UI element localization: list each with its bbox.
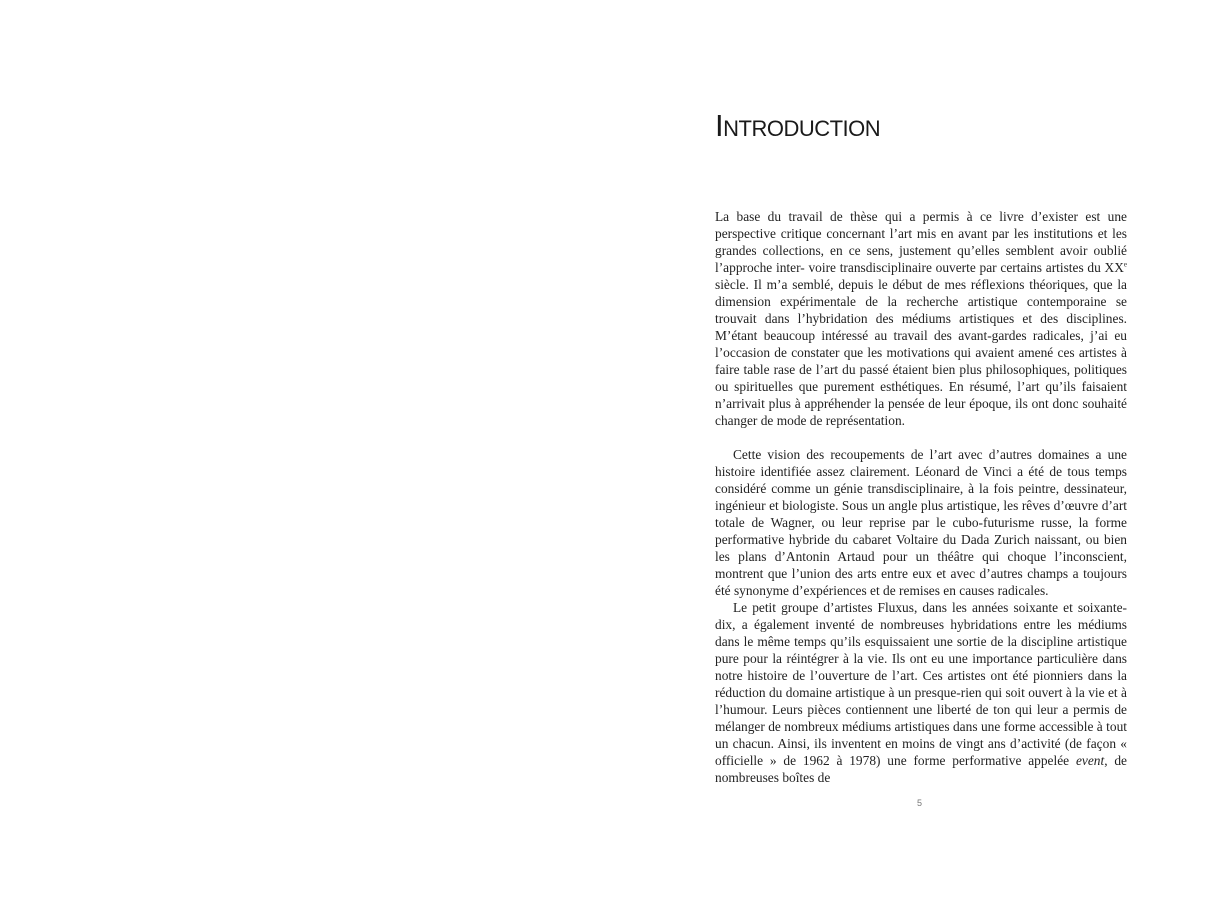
right-page <box>613 0 1226 865</box>
century-superscript: e <box>1123 260 1127 269</box>
paragraph-1 <box>715 208 1127 429</box>
italic-term-event: event <box>1075 753 1105 768</box>
paragraph-2: Cette vision des recoupements de l’art avec d’autres domaines a une histoire identifiée assez clairement. Léonard de Vinci a été de tous temps considéré comme un génie transdisciplinaire, à la fois peintre, dessinateur, ingénieur et biologiste. Sous un angle plus artistique, les rêves d’œuvre d’art totale de Wagner, ou leur reprise par le cubo-futurisme russe, la forme performative hybride du cabaret Voltaire du Dada Zurich naissant, ou bien les plans d’Antonin Artaud pour un théâtre qui choque l’inconscient, montrent que l’union des arts entre eux et avec d’autres champs a toujours été synonyme d’expériences et de remises en causes radicales. <box>715 447 1127 598</box>
paragraph-3 <box>715 599 1127 905</box>
paragraph-1-text: La base du travail de thèse qui a permis à ce livre d’exister est une perspective critique concernant l’art mis en avant par les institutions et les grandes collections, en ce sens, justement qu’elles semblent avoir oublié l’approche inter- voire transdisciplinaire ouverte par certains artistes du XX <box>715 209 1127 275</box>
page-number: 5 <box>916 798 922 808</box>
paragraph-3-text: Le petit groupe d’artistes Fluxus, dans les années soixante et soixante-dix, a également inventé de nombreuses hybridations entre les médiums dans le même temps qu’ils esquissaient une sortie de la discipline artistique pure pour la réintégrer à la vie. Ils ont eu une importance particulière dans notre histoire de l’ouverture de l’art. Ces artistes ont été pionniers dans la réduction du domaine artistique à un presque-rien qui soit ouvert à la vie et à l’humour. Leurs pièces contiennent une liberté de ton qui leur a permis de mélanger de nombreux médiums artistiques dans une forme accessible à tout un chacun. Ainsi, ils inventent en moins de vingt ans d’activité (de façon « officielle » de 1962 à 1978) une forme performative appelée <box>715 600 1127 768</box>
paragraph-3-rest: , de nombreuses boîtes de <box>715 753 1127 785</box>
paragraph-1-rest: siècle. Il m’a semblé, depuis le début de mes réflexions théoriques, que la dimension expérimentale de la recherche artistique contemporaine se trouvait dans l’hybridation des médiums artistiques et des disciplines. M’étant beaucoup intéressé au travail des avant-gardes radicales, j’ai eu l’occasion de constater que les motivations qui avaient amené ces artistes à faire table rase de l’art du passé étaient bien plus philosophiques, politiques ou spirituelles que purement esthétiques. En résumé, l’art qu’ils faisaient n’arrivait plus à appréhender la pensée de leur époque, ils ont donc souhaité changer de mode de représentation. <box>715 277 1127 428</box>
chapter-title: Introduction <box>715 108 881 143</box>
left-page-blank <box>0 0 613 865</box>
